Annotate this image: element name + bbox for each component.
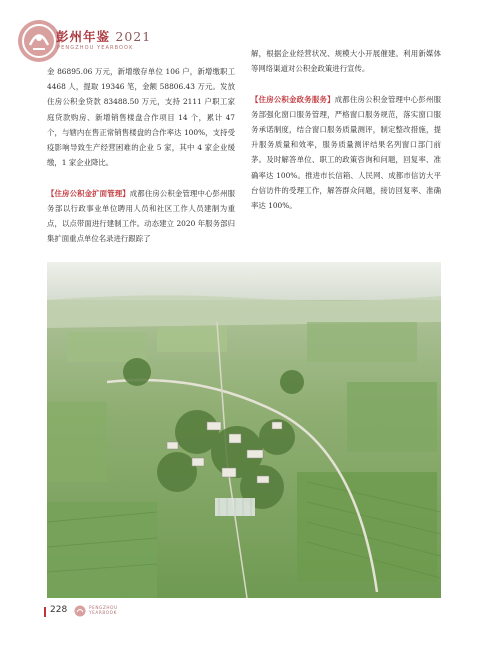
page-header	[16, 14, 246, 66]
footer-yearbook-en	[89, 605, 118, 615]
paragraph-expansion-continued: 解，根据企业经营状况、规模大小开展催建。利用新媒体等网络渠道对公积金政策进行宣传。	[251, 49, 441, 74]
paragraph-service	[251, 92, 441, 214]
yearbook-title	[56, 27, 151, 45]
yearbook-title-zh: 彭州年鉴	[56, 29, 111, 44]
right-text-column	[251, 46, 441, 213]
yearbook-title-en: PENGZHOU YEARBOOK	[57, 45, 134, 51]
page-footer	[44, 605, 244, 625]
aerial-farmland-photo	[47, 262, 441, 598]
yearbook-year: 2021	[115, 29, 152, 44]
section-heading-service: 【住房公积金政务服务】	[251, 94, 335, 104]
section-body-service: 成都住房公积金管理中心彭州服务部强化窗口服务管理，严格窗口服务规范，落实窗口服务承诺制度，结合窗口服务质量测评，制定整改措施，提升服务质量和效率，服务质量测评结果名列窗口部门前茅。及时解答单位、职工的政策咨询和问题，回复率、准确率达 100%。推进市长信箱、人民网、成都市信访大平台信访件的受理工作，解答群众问题，接访回复率、准确率达 100%。	[251, 94, 441, 211]
footer-en-line1: PENGZHOU	[89, 605, 118, 610]
left-text-column	[47, 64, 235, 246]
section-body-expansion: 成都住房公积金管理中心彭州服务部以行政事业单位聘用人员和社区工作人员建制为重点，以点带面进行建制工作。动态建立 2020 年服务部归集扩面重点单位名录进行跟踪了	[47, 188, 235, 244]
page-number: 228	[50, 605, 68, 615]
paragraph-loan-stats: 金 86895.06 万元，新增缴存单位 106 户，新增缴职工 4468 人，提取 19346 笔，金额 58806.43 万元。发放住房公积金贷款 83488.50 万元，支持 2111 户职工家庭贷款购房、新增销售楼盘合作项目 14 个，累计 47 个，与辖内在售正常销售楼盘的合作率达 100%，支持受疫影响导致生产经营困难的企业 5 家，其中 4 家企业缓缴，1 家企业降比。	[47, 67, 235, 168]
section-heading-expansion: 【住房公积金扩面管理】	[47, 188, 130, 198]
footer-accent-bar	[44, 607, 46, 617]
paragraph-expansion	[47, 186, 235, 247]
footer-en-line2: YEARBOOK	[89, 610, 117, 616]
footer-logo-icon	[74, 605, 86, 617]
